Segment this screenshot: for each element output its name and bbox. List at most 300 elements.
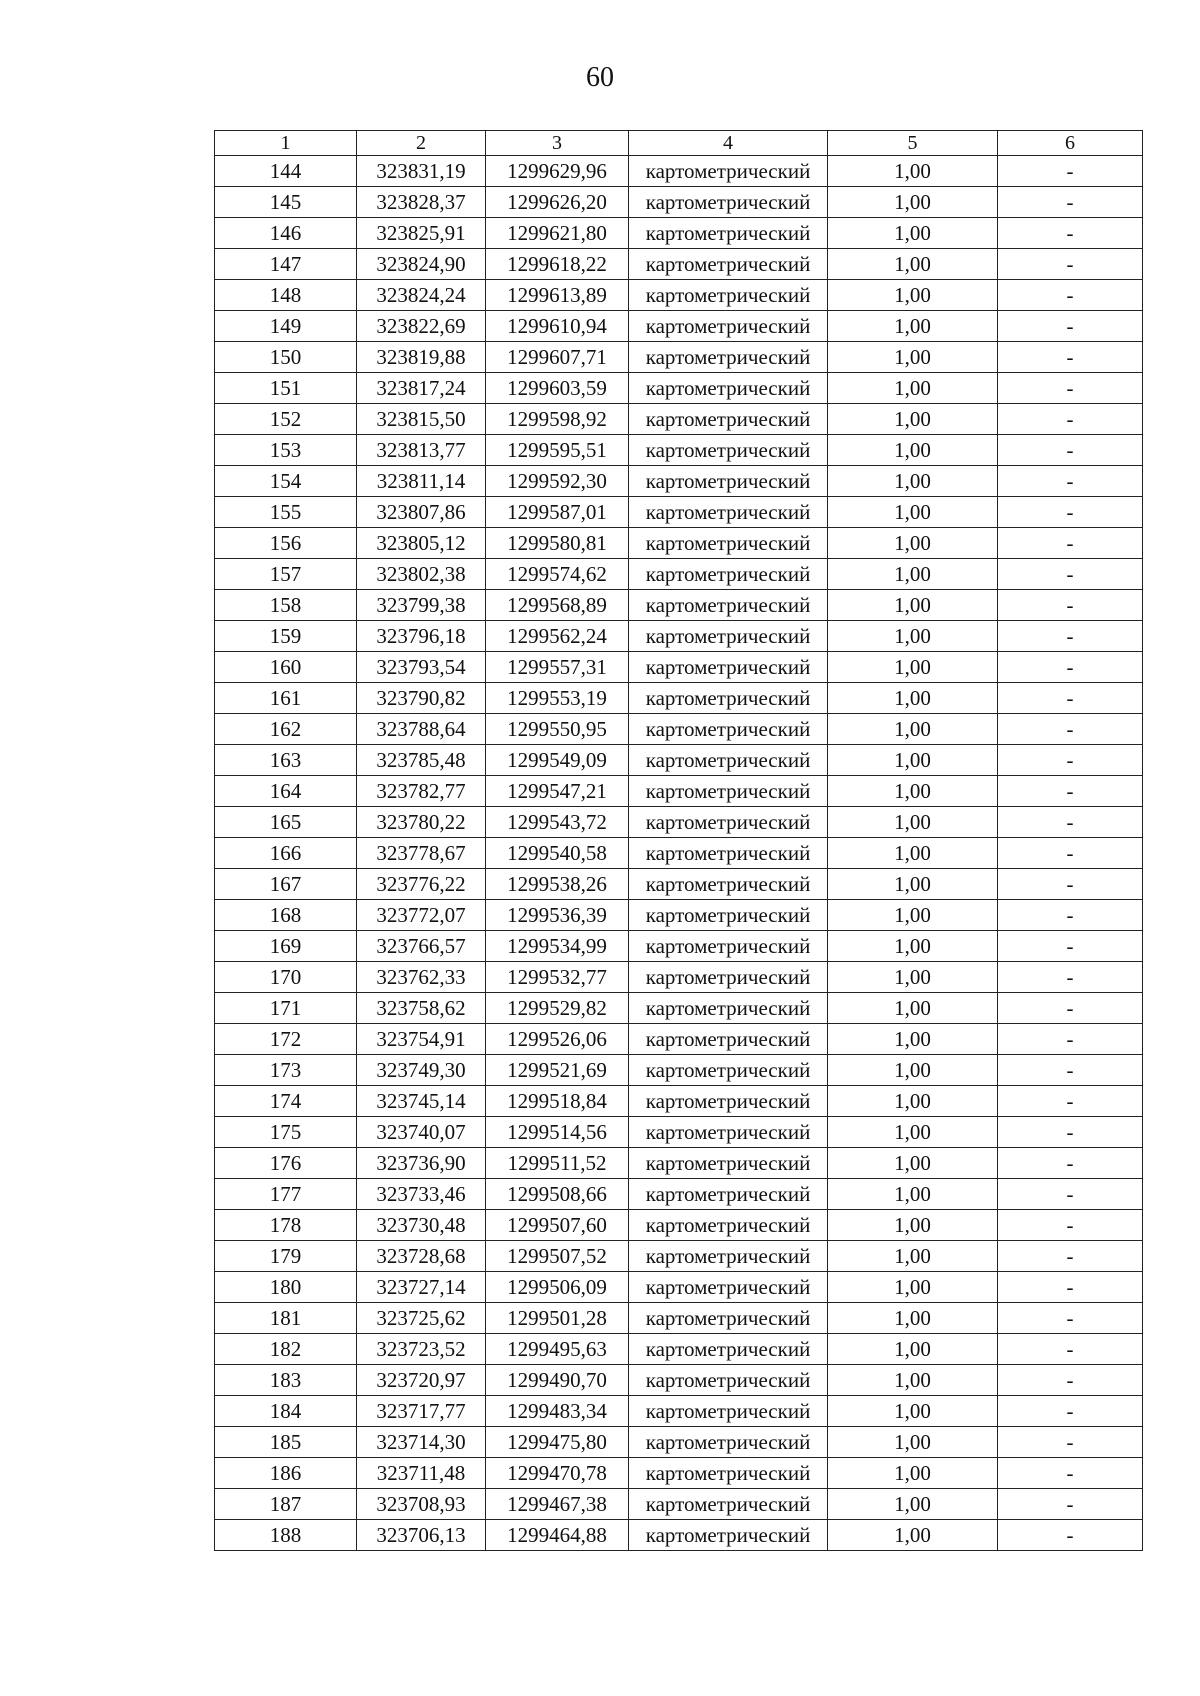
x-coordinate-cell: 323815,50 xyxy=(357,404,486,435)
accuracy-cell: 1,00 xyxy=(828,1086,998,1117)
method-cell: картометрический xyxy=(629,1272,828,1303)
table-row xyxy=(215,838,1143,869)
note-cell: - xyxy=(998,1210,1143,1241)
point-number-cell: 151 xyxy=(215,373,357,404)
point-number-cell: 188 xyxy=(215,1520,357,1551)
y-coordinate-cell: 1299618,22 xyxy=(486,249,629,280)
accuracy-cell: 1,00 xyxy=(828,559,998,590)
x-coordinate-cell: 323805,12 xyxy=(357,528,486,559)
table-row xyxy=(215,1117,1143,1148)
note-cell: - xyxy=(998,776,1143,807)
note-cell: - xyxy=(998,1303,1143,1334)
table-row xyxy=(215,1489,1143,1520)
y-coordinate-cell: 1299529,82 xyxy=(486,993,629,1024)
y-coordinate-cell: 1299610,94 xyxy=(486,311,629,342)
method-cell: картометрический xyxy=(629,1365,828,1396)
column-header-6: 6 xyxy=(998,131,1143,156)
y-coordinate-cell: 1299592,30 xyxy=(486,466,629,497)
x-coordinate-cell: 323824,24 xyxy=(357,280,486,311)
y-coordinate-cell: 1299562,24 xyxy=(486,621,629,652)
x-coordinate-cell: 323817,24 xyxy=(357,373,486,404)
method-cell: картометрический xyxy=(629,745,828,776)
column-header-1: 1 xyxy=(215,131,357,156)
table-row xyxy=(215,1303,1143,1334)
table-body xyxy=(215,156,1143,1551)
note-cell: - xyxy=(998,745,1143,776)
point-number-cell: 144 xyxy=(215,156,357,187)
x-coordinate-cell: 323811,14 xyxy=(357,466,486,497)
y-coordinate-cell: 1299553,19 xyxy=(486,683,629,714)
x-coordinate-cell: 323736,90 xyxy=(357,1148,486,1179)
x-coordinate-cell: 323745,14 xyxy=(357,1086,486,1117)
method-cell: картометрический xyxy=(629,1489,828,1520)
point-number-cell: 159 xyxy=(215,621,357,652)
table-row xyxy=(215,745,1143,776)
note-cell: - xyxy=(998,528,1143,559)
point-number-cell: 184 xyxy=(215,1396,357,1427)
table-row xyxy=(215,404,1143,435)
y-coordinate-cell: 1299526,06 xyxy=(486,1024,629,1055)
y-coordinate-cell: 1299506,09 xyxy=(486,1272,629,1303)
point-number-cell: 169 xyxy=(215,931,357,962)
table-row xyxy=(215,1086,1143,1117)
y-coordinate-cell: 1299501,28 xyxy=(486,1303,629,1334)
y-coordinate-cell: 1299621,80 xyxy=(486,218,629,249)
y-coordinate-cell: 1299507,60 xyxy=(486,1210,629,1241)
table-row xyxy=(215,900,1143,931)
accuracy-cell: 1,00 xyxy=(828,280,998,311)
y-coordinate-cell: 1299540,58 xyxy=(486,838,629,869)
table-row xyxy=(215,187,1143,218)
note-cell: - xyxy=(998,435,1143,466)
y-coordinate-cell: 1299587,01 xyxy=(486,497,629,528)
point-number-cell: 179 xyxy=(215,1241,357,1272)
x-coordinate-cell: 323766,57 xyxy=(357,931,486,962)
note-cell: - xyxy=(998,621,1143,652)
accuracy-cell: 1,00 xyxy=(828,249,998,280)
point-number-cell: 178 xyxy=(215,1210,357,1241)
x-coordinate-cell: 323780,22 xyxy=(357,807,486,838)
x-coordinate-cell: 323799,38 xyxy=(357,590,486,621)
point-number-cell: 176 xyxy=(215,1148,357,1179)
table-row xyxy=(215,1427,1143,1458)
note-cell: - xyxy=(998,404,1143,435)
x-coordinate-cell: 323782,77 xyxy=(357,776,486,807)
x-coordinate-cell: 323717,77 xyxy=(357,1396,486,1427)
table-row xyxy=(215,776,1143,807)
table-header xyxy=(215,131,1143,156)
method-cell: картометрический xyxy=(629,1210,828,1241)
method-cell: картометрический xyxy=(629,497,828,528)
method-cell: картометрический xyxy=(629,993,828,1024)
y-coordinate-cell: 1299547,21 xyxy=(486,776,629,807)
y-coordinate-cell: 1299495,63 xyxy=(486,1334,629,1365)
x-coordinate-cell: 323776,22 xyxy=(357,869,486,900)
x-coordinate-cell: 323749,30 xyxy=(357,1055,486,1086)
x-coordinate-cell: 323711,48 xyxy=(357,1458,486,1489)
table-row xyxy=(215,342,1143,373)
accuracy-cell: 1,00 xyxy=(828,435,998,466)
accuracy-cell: 1,00 xyxy=(828,156,998,187)
note-cell: - xyxy=(998,559,1143,590)
note-cell: - xyxy=(998,280,1143,311)
y-coordinate-cell: 1299613,89 xyxy=(486,280,629,311)
note-cell: - xyxy=(998,1427,1143,1458)
table-row xyxy=(215,1396,1143,1427)
table-row xyxy=(215,280,1143,311)
table-row xyxy=(215,1241,1143,1272)
point-number-cell: 165 xyxy=(215,807,357,838)
method-cell: картометрический xyxy=(629,1303,828,1334)
x-coordinate-cell: 323708,93 xyxy=(357,1489,486,1520)
table-row xyxy=(215,714,1143,745)
point-number-cell: 181 xyxy=(215,1303,357,1334)
accuracy-cell: 1,00 xyxy=(828,900,998,931)
y-coordinate-cell: 1299603,59 xyxy=(486,373,629,404)
method-cell: картометрический xyxy=(629,466,828,497)
point-number-cell: 175 xyxy=(215,1117,357,1148)
note-cell: - xyxy=(998,311,1143,342)
point-number-cell: 153 xyxy=(215,435,357,466)
x-coordinate-cell: 323807,86 xyxy=(357,497,486,528)
y-coordinate-cell: 1299534,99 xyxy=(486,931,629,962)
y-coordinate-cell: 1299626,20 xyxy=(486,187,629,218)
y-coordinate-cell: 1299475,80 xyxy=(486,1427,629,1458)
note-cell: - xyxy=(998,1396,1143,1427)
x-coordinate-cell: 323730,48 xyxy=(357,1210,486,1241)
method-cell: картометрический xyxy=(629,1241,828,1272)
table-row xyxy=(215,1365,1143,1396)
accuracy-cell: 1,00 xyxy=(828,1024,998,1055)
x-coordinate-cell: 323813,77 xyxy=(357,435,486,466)
accuracy-cell: 1,00 xyxy=(828,1272,998,1303)
accuracy-cell: 1,00 xyxy=(828,311,998,342)
x-coordinate-cell: 323740,07 xyxy=(357,1117,486,1148)
accuracy-cell: 1,00 xyxy=(828,1334,998,1365)
accuracy-cell: 1,00 xyxy=(828,466,998,497)
point-number-cell: 156 xyxy=(215,528,357,559)
x-coordinate-cell: 323796,18 xyxy=(357,621,486,652)
y-coordinate-cell: 1299518,84 xyxy=(486,1086,629,1117)
method-cell: картометрический xyxy=(629,838,828,869)
note-cell: - xyxy=(998,683,1143,714)
method-cell: картометрический xyxy=(629,590,828,621)
note-cell: - xyxy=(998,1024,1143,1055)
column-header-4: 4 xyxy=(629,131,828,156)
accuracy-cell: 1,00 xyxy=(828,621,998,652)
x-coordinate-cell: 323720,97 xyxy=(357,1365,486,1396)
accuracy-cell: 1,00 xyxy=(828,590,998,621)
x-coordinate-cell: 323788,64 xyxy=(357,714,486,745)
point-number-cell: 170 xyxy=(215,962,357,993)
accuracy-cell: 1,00 xyxy=(828,807,998,838)
point-number-cell: 167 xyxy=(215,869,357,900)
note-cell: - xyxy=(998,1365,1143,1396)
note-cell: - xyxy=(998,1086,1143,1117)
table-row xyxy=(215,1148,1143,1179)
note-cell: - xyxy=(998,931,1143,962)
accuracy-cell: 1,00 xyxy=(828,1427,998,1458)
x-coordinate-cell: 323727,14 xyxy=(357,1272,486,1303)
x-coordinate-cell: 323723,52 xyxy=(357,1334,486,1365)
accuracy-cell: 1,00 xyxy=(828,683,998,714)
x-coordinate-cell: 323754,91 xyxy=(357,1024,486,1055)
point-number-cell: 172 xyxy=(215,1024,357,1055)
x-coordinate-cell: 323831,19 xyxy=(357,156,486,187)
note-cell: - xyxy=(998,869,1143,900)
x-coordinate-cell: 323714,30 xyxy=(357,1427,486,1458)
table-row xyxy=(215,466,1143,497)
point-number-cell: 154 xyxy=(215,466,357,497)
accuracy-cell: 1,00 xyxy=(828,1365,998,1396)
x-coordinate-cell: 323778,67 xyxy=(357,838,486,869)
x-coordinate-cell: 323824,90 xyxy=(357,249,486,280)
y-coordinate-cell: 1299595,51 xyxy=(486,435,629,466)
accuracy-cell: 1,00 xyxy=(828,1148,998,1179)
point-number-cell: 174 xyxy=(215,1086,357,1117)
method-cell: картометрический xyxy=(629,1148,828,1179)
accuracy-cell: 1,00 xyxy=(828,497,998,528)
accuracy-cell: 1,00 xyxy=(828,1179,998,1210)
page-number: 60 xyxy=(586,62,614,93)
note-cell: - xyxy=(998,373,1143,404)
point-number-cell: 166 xyxy=(215,838,357,869)
note-cell: - xyxy=(998,1179,1143,1210)
accuracy-cell: 1,00 xyxy=(828,993,998,1024)
note-cell: - xyxy=(998,1241,1143,1272)
table-row xyxy=(215,652,1143,683)
point-number-cell: 171 xyxy=(215,993,357,1024)
point-number-cell: 146 xyxy=(215,218,357,249)
method-cell: картометрический xyxy=(629,1179,828,1210)
accuracy-cell: 1,00 xyxy=(828,404,998,435)
accuracy-cell: 1,00 xyxy=(828,714,998,745)
point-number-cell: 177 xyxy=(215,1179,357,1210)
y-coordinate-cell: 1299629,96 xyxy=(486,156,629,187)
accuracy-cell: 1,00 xyxy=(828,962,998,993)
method-cell: картометрический xyxy=(629,1396,828,1427)
y-coordinate-cell: 1299467,38 xyxy=(486,1489,629,1520)
x-coordinate-cell: 323825,91 xyxy=(357,218,486,249)
accuracy-cell: 1,00 xyxy=(828,1489,998,1520)
method-cell: картометрический xyxy=(629,280,828,311)
y-coordinate-cell: 1299568,89 xyxy=(486,590,629,621)
point-number-cell: 157 xyxy=(215,559,357,590)
note-cell: - xyxy=(998,1520,1143,1551)
x-coordinate-cell: 323706,13 xyxy=(357,1520,486,1551)
y-coordinate-cell: 1299507,52 xyxy=(486,1241,629,1272)
y-coordinate-cell: 1299483,34 xyxy=(486,1396,629,1427)
accuracy-cell: 1,00 xyxy=(828,652,998,683)
y-coordinate-cell: 1299470,78 xyxy=(486,1458,629,1489)
y-coordinate-cell: 1299490,70 xyxy=(486,1365,629,1396)
table-row xyxy=(215,1210,1143,1241)
y-coordinate-cell: 1299557,31 xyxy=(486,652,629,683)
column-header-2: 2 xyxy=(357,131,486,156)
point-number-cell: 152 xyxy=(215,404,357,435)
accuracy-cell: 1,00 xyxy=(828,528,998,559)
point-number-cell: 148 xyxy=(215,280,357,311)
x-coordinate-cell: 323793,54 xyxy=(357,652,486,683)
method-cell: картометрический xyxy=(629,683,828,714)
table-row xyxy=(215,683,1143,714)
accuracy-cell: 1,00 xyxy=(828,869,998,900)
method-cell: картометрический xyxy=(629,1334,828,1365)
table-row xyxy=(215,1520,1143,1551)
point-number-cell: 164 xyxy=(215,776,357,807)
method-cell: картометрический xyxy=(629,714,828,745)
point-number-cell: 162 xyxy=(215,714,357,745)
column-header-5: 5 xyxy=(828,131,998,156)
point-number-cell: 173 xyxy=(215,1055,357,1086)
point-number-cell: 150 xyxy=(215,342,357,373)
note-cell: - xyxy=(998,156,1143,187)
table-row xyxy=(215,869,1143,900)
point-number-cell: 163 xyxy=(215,745,357,776)
table-row xyxy=(215,1179,1143,1210)
accuracy-cell: 1,00 xyxy=(828,1520,998,1551)
accuracy-cell: 1,00 xyxy=(828,776,998,807)
table-row xyxy=(215,1272,1143,1303)
method-cell: картометрический xyxy=(629,962,828,993)
note-cell: - xyxy=(998,249,1143,280)
coordinates-table xyxy=(214,130,1143,1551)
method-cell: картометрический xyxy=(629,342,828,373)
table-row xyxy=(215,993,1143,1024)
x-coordinate-cell: 323785,48 xyxy=(357,745,486,776)
y-coordinate-cell: 1299538,26 xyxy=(486,869,629,900)
x-coordinate-cell: 323819,88 xyxy=(357,342,486,373)
note-cell: - xyxy=(998,1334,1143,1365)
method-cell: картометрический xyxy=(629,931,828,962)
method-cell: картометрический xyxy=(629,776,828,807)
note-cell: - xyxy=(998,900,1143,931)
y-coordinate-cell: 1299514,56 xyxy=(486,1117,629,1148)
note-cell: - xyxy=(998,714,1143,745)
table-row xyxy=(215,373,1143,404)
accuracy-cell: 1,00 xyxy=(828,1241,998,1272)
point-number-cell: 182 xyxy=(215,1334,357,1365)
note-cell: - xyxy=(998,218,1143,249)
method-cell: картометрический xyxy=(629,559,828,590)
table-row xyxy=(215,1334,1143,1365)
note-cell: - xyxy=(998,1055,1143,1086)
accuracy-cell: 1,00 xyxy=(828,1396,998,1427)
accuracy-cell: 1,00 xyxy=(828,373,998,404)
table-row xyxy=(215,249,1143,280)
method-cell: картометрический xyxy=(629,373,828,404)
method-cell: картометрический xyxy=(629,1117,828,1148)
method-cell: картометрический xyxy=(629,311,828,342)
note-cell: - xyxy=(998,962,1143,993)
point-number-cell: 160 xyxy=(215,652,357,683)
y-coordinate-cell: 1299550,95 xyxy=(486,714,629,745)
x-coordinate-cell: 323725,62 xyxy=(357,1303,486,1334)
accuracy-cell: 1,00 xyxy=(828,745,998,776)
method-cell: картометрический xyxy=(629,1024,828,1055)
x-coordinate-cell: 323762,33 xyxy=(357,962,486,993)
accuracy-cell: 1,00 xyxy=(828,1055,998,1086)
y-coordinate-cell: 1299543,72 xyxy=(486,807,629,838)
table-row xyxy=(215,1024,1143,1055)
point-number-cell: 149 xyxy=(215,311,357,342)
method-cell: картометрический xyxy=(629,1458,828,1489)
method-cell: картометрический xyxy=(629,156,828,187)
point-number-cell: 183 xyxy=(215,1365,357,1396)
note-cell: - xyxy=(998,807,1143,838)
column-header-3: 3 xyxy=(486,131,629,156)
y-coordinate-cell: 1299607,71 xyxy=(486,342,629,373)
table-row xyxy=(215,621,1143,652)
method-cell: картометрический xyxy=(629,1086,828,1117)
x-coordinate-cell: 323728,68 xyxy=(357,1241,486,1272)
table-row xyxy=(215,218,1143,249)
y-coordinate-cell: 1299511,52 xyxy=(486,1148,629,1179)
method-cell: картометрический xyxy=(629,900,828,931)
method-cell: картометрический xyxy=(629,621,828,652)
table-row xyxy=(215,1055,1143,1086)
note-cell: - xyxy=(998,187,1143,218)
note-cell: - xyxy=(998,652,1143,683)
point-number-cell: 185 xyxy=(215,1427,357,1458)
table-row xyxy=(215,435,1143,466)
note-cell: - xyxy=(998,838,1143,869)
point-number-cell: 180 xyxy=(215,1272,357,1303)
table-row xyxy=(215,156,1143,187)
method-cell: картометрический xyxy=(629,1055,828,1086)
y-coordinate-cell: 1299574,62 xyxy=(486,559,629,590)
point-number-cell: 161 xyxy=(215,683,357,714)
y-coordinate-cell: 1299508,66 xyxy=(486,1179,629,1210)
note-cell: - xyxy=(998,1148,1143,1179)
y-coordinate-cell: 1299598,92 xyxy=(486,404,629,435)
accuracy-cell: 1,00 xyxy=(828,1117,998,1148)
method-cell: картометрический xyxy=(629,218,828,249)
x-coordinate-cell: 323802,38 xyxy=(357,559,486,590)
accuracy-cell: 1,00 xyxy=(828,342,998,373)
header-row xyxy=(215,131,1143,156)
table-row xyxy=(215,1458,1143,1489)
table-row xyxy=(215,807,1143,838)
method-cell: картометрический xyxy=(629,1427,828,1458)
point-number-cell: 158 xyxy=(215,590,357,621)
method-cell: картометрический xyxy=(629,404,828,435)
method-cell: картометрический xyxy=(629,435,828,466)
x-coordinate-cell: 323772,07 xyxy=(357,900,486,931)
note-cell: - xyxy=(998,590,1143,621)
method-cell: картометрический xyxy=(629,807,828,838)
note-cell: - xyxy=(998,1458,1143,1489)
x-coordinate-cell: 323828,37 xyxy=(357,187,486,218)
table-row xyxy=(215,962,1143,993)
note-cell: - xyxy=(998,993,1143,1024)
note-cell: - xyxy=(998,466,1143,497)
accuracy-cell: 1,00 xyxy=(828,931,998,962)
table-row xyxy=(215,528,1143,559)
x-coordinate-cell: 323758,62 xyxy=(357,993,486,1024)
x-coordinate-cell: 323790,82 xyxy=(357,683,486,714)
y-coordinate-cell: 1299549,09 xyxy=(486,745,629,776)
table-row xyxy=(215,931,1143,962)
method-cell: картометрический xyxy=(629,528,828,559)
accuracy-cell: 1,00 xyxy=(828,838,998,869)
y-coordinate-cell: 1299521,69 xyxy=(486,1055,629,1086)
note-cell: - xyxy=(998,1489,1143,1520)
method-cell: картометрический xyxy=(629,249,828,280)
y-coordinate-cell: 1299464,88 xyxy=(486,1520,629,1551)
point-number-cell: 186 xyxy=(215,1458,357,1489)
accuracy-cell: 1,00 xyxy=(828,1303,998,1334)
